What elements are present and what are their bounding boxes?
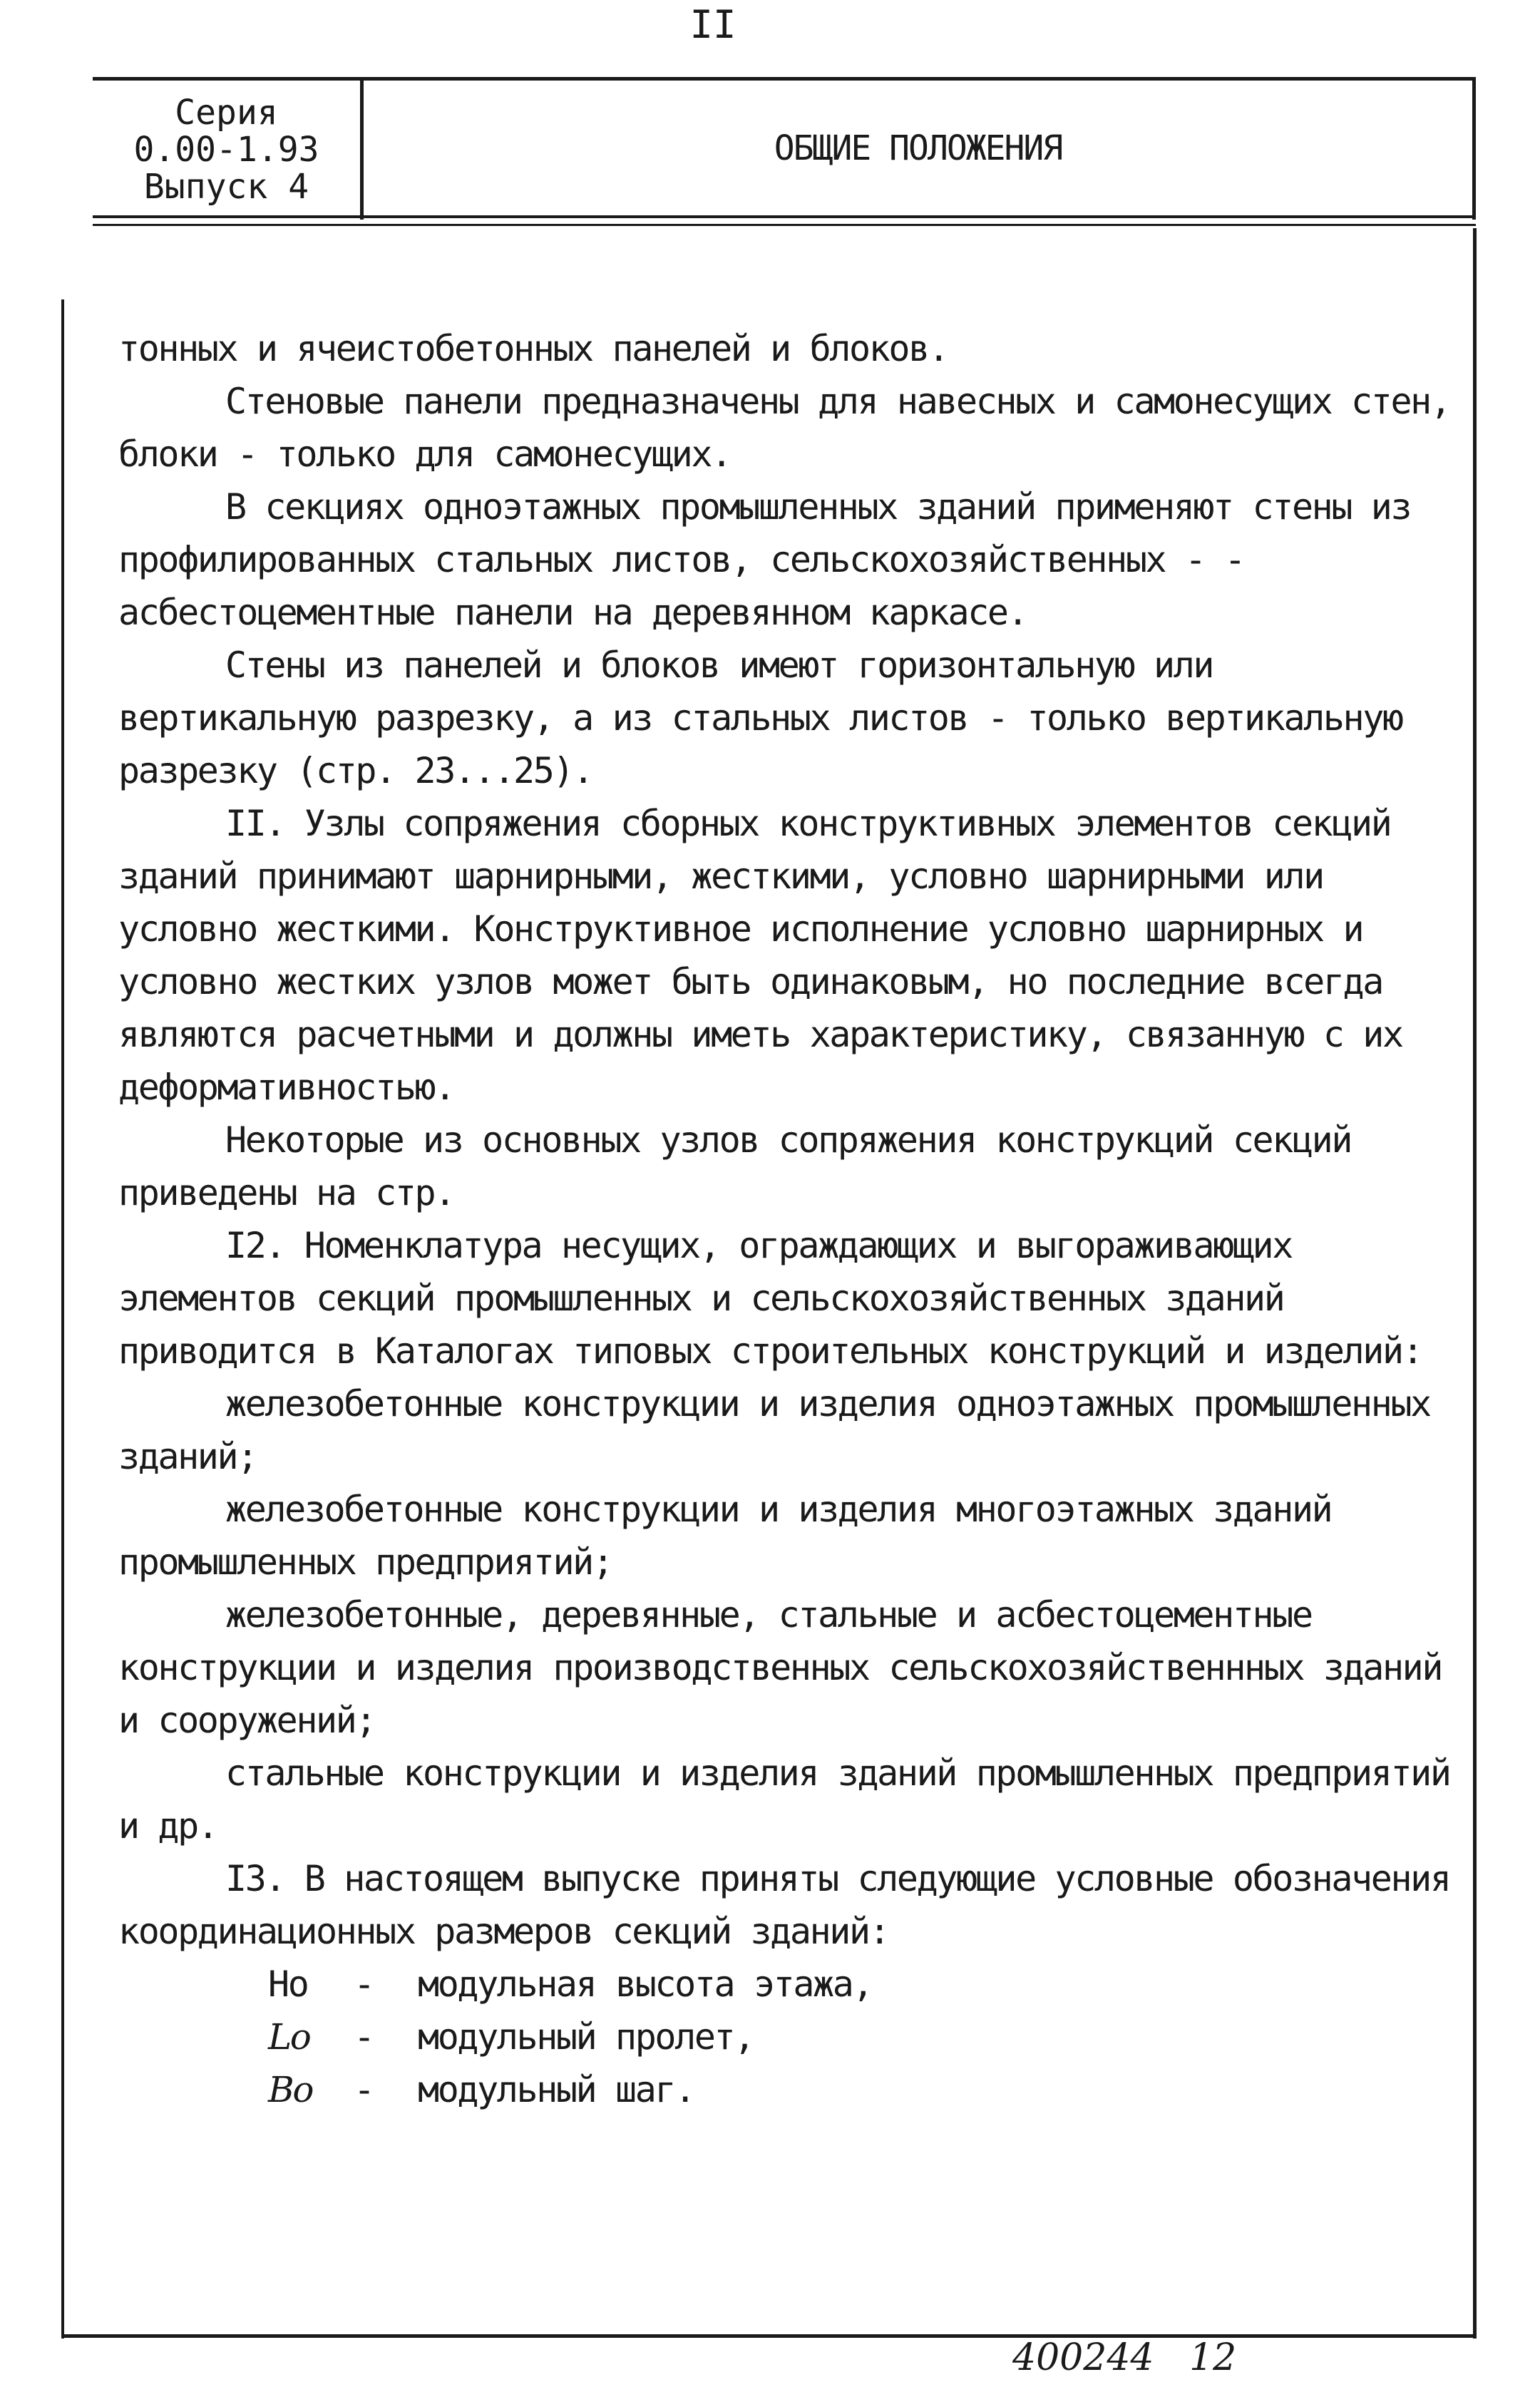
paragraph: В секциях одноэтажных промышленных зданий применяют стены из профилированных стальных листов, сельскохозяйственных - - асбестоцементные панели на деревянном каркасе. [118, 486, 1411, 633]
symbol-row [118, 2063, 1459, 2116]
title-block [93, 77, 1476, 225]
series-label: Серия [175, 93, 278, 133]
symbol: Но [268, 1963, 308, 2005]
clause-11: II. Узлы сопряжения сборных конструктивных элементов секций зданий принимают шарнирными, жесткими, условно шарнирными или условно жесткими. Конструктивное исполнение условно шарнирных и условно жестких узлов может быть одинаковым, но последние всегда являются расчетными и должны иметь характеристику, связанную с их деформативностью. [118, 803, 1402, 1108]
title-block-right-rule [1472, 77, 1476, 220]
paragraph: тонных и ячеистобетонных панелей и блоков. [118, 328, 948, 369]
paragraph: Стены из панелей и блоков имеют горизонтальную или вертикальную разрезку, а из стальных листов - только вертикальную разрезку (стр. 23...25). [118, 645, 1402, 791]
symbol-dash: - [354, 1963, 374, 2005]
symbol-meaning: модульный шаг. [418, 2069, 694, 2110]
title-block-bottom-rule [93, 215, 1476, 218]
clause-12: I2. Номенклатура несущих, ограждающих и выгораживающих элементов секций промышленных и сельскохозяйственных зданий приводится в Каталогах типовых строительных конструкций и изделий: [118, 1225, 1422, 1372]
symbol-dash: - [354, 2016, 374, 2058]
symbol-row [118, 1958, 1459, 2011]
paragraph: Некоторые из основных узлов сопряжения конструкций секций приведены на стр. [118, 1119, 1352, 1213]
body-text [118, 322, 1459, 2116]
handwritten-inventory-number: 400244 12 [1012, 2336, 1237, 2379]
catalog-item: железобетонные конструкции и изделия одноэтажных промышленных зданий; [118, 1383, 1430, 1477]
series-block [93, 94, 360, 205]
frame-right-rule [1473, 228, 1477, 2339]
section-title: ОБЩИЕ ПОЛОЖЕНИЯ [774, 128, 1062, 168]
catalog-item: стальные конструкции и изделия зданий промышленных предприятий и др. [118, 1752, 1450, 1847]
frame-left-rule [61, 299, 64, 2339]
clause-13: I3. В настоящем выпуске приняты следующие условные обозначения координационных размеров секций зданий: [118, 1858, 1450, 1952]
symbol-row [118, 2011, 1459, 2063]
page-number: II [689, 2, 736, 47]
paragraph: Стеновые панели предназначены для навесных и самонесущих стен, блоки - только для самонесущих. [118, 381, 1450, 475]
title-block-top-rule [93, 77, 1476, 81]
catalog-item: железобетонные конструкции и изделия многоэтажных зданий промышленных предприятий; [118, 1489, 1332, 1583]
symbol-dash: - [354, 2069, 374, 2110]
title-block-bottom-rule-2 [93, 224, 1476, 226]
symbol: Lo [268, 2016, 310, 2058]
symbol-meaning: модульная высота этажа, [418, 1963, 873, 2005]
series-code: 0.00-1.93 [133, 130, 319, 170]
issue-label: Выпуск 4 [143, 167, 309, 207]
symbol: Bo [268, 2069, 313, 2110]
catalog-item: железобетонные, деревянные, стальные и асбестоцементные конструкции и изделия производственных сельскохозяйственнных зданий и сооружений; [118, 1594, 1442, 1741]
symbol-meaning: модульный пролет, [418, 2016, 754, 2058]
